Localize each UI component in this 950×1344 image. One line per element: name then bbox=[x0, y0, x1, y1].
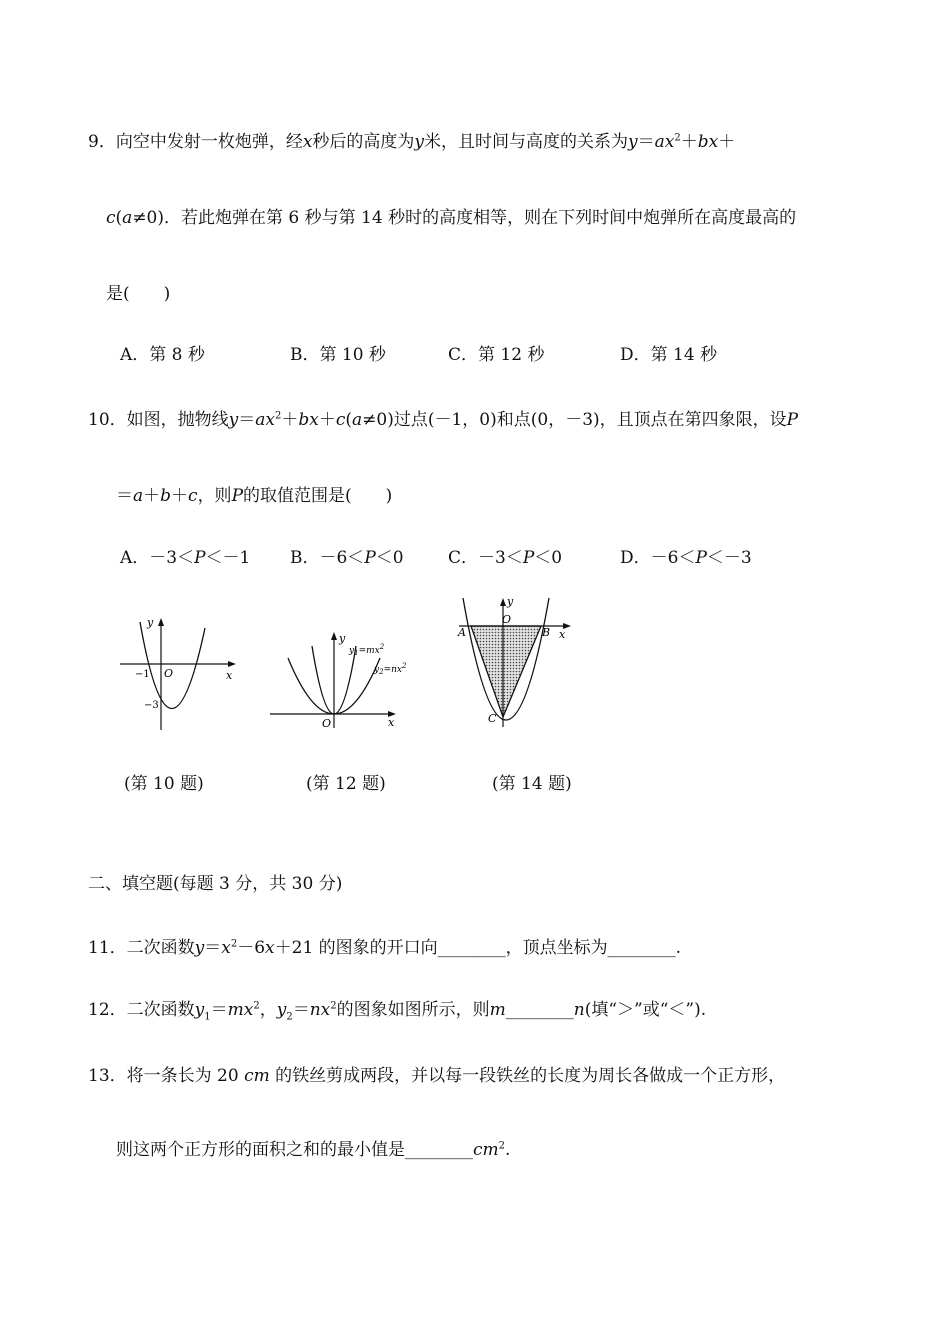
label-x: x bbox=[388, 716, 395, 729]
var-p: P bbox=[695, 548, 707, 568]
equals-sign: ＝ bbox=[204, 938, 222, 958]
unit-cm: cm bbox=[473, 1140, 499, 1160]
subscript: 2 bbox=[286, 1011, 293, 1023]
label-a: A bbox=[458, 626, 466, 639]
option-text: B．－6＜ bbox=[290, 548, 365, 568]
q13-text: 则这两个正方形的面积之和的最小值是________ bbox=[116, 1140, 473, 1160]
var-x: x bbox=[221, 938, 231, 958]
q10-option-a bbox=[120, 546, 250, 570]
plus-sign: ＋ bbox=[281, 410, 299, 430]
label-y: y bbox=[147, 616, 154, 629]
exponent: 2 bbox=[674, 132, 681, 144]
var-y: y bbox=[194, 1000, 205, 1020]
q10-text: 的取值范围是( ) bbox=[243, 486, 393, 506]
label-c: C bbox=[488, 712, 497, 725]
label-b: B bbox=[542, 626, 551, 639]
q12-number: 12． bbox=[88, 1000, 127, 1020]
var-n: n bbox=[573, 1000, 585, 1020]
unit-cm: cm bbox=[244, 1066, 270, 1086]
q10-text: ≠0)过点(－1，0)和点(0，－3)，且顶点在第四象限，设 bbox=[362, 410, 787, 430]
option-text: ＜－1 bbox=[205, 548, 251, 568]
q10-option-d bbox=[620, 546, 752, 570]
section-heading: 二、填空题(每题 3 分，共 30 分) bbox=[88, 874, 343, 894]
y1-exponent: 2 bbox=[379, 643, 385, 651]
q9-text: 米，且时间与高度的关系为 bbox=[424, 132, 629, 152]
label-origin: O bbox=[322, 717, 332, 730]
equals-sign: ＝ bbox=[637, 132, 655, 152]
q12-text: 的图象如图所示，则 bbox=[336, 1000, 490, 1020]
equals-sign: ＝ bbox=[116, 486, 133, 506]
exponent: 2 bbox=[498, 1140, 506, 1152]
triangle-abc bbox=[471, 626, 541, 717]
y2-letter: y bbox=[374, 665, 380, 675]
var-p: P bbox=[231, 486, 244, 506]
q12-text: (填“＞”或“＜”). bbox=[584, 1000, 707, 1020]
q12-line bbox=[88, 998, 706, 1022]
q11-text: 二次函数 bbox=[126, 938, 195, 958]
term-ax: ax bbox=[255, 410, 275, 430]
label-y: y bbox=[507, 595, 514, 608]
label-minus-1: −1 bbox=[135, 669, 150, 680]
label-origin: O bbox=[164, 667, 174, 680]
var-x: x bbox=[302, 132, 313, 152]
parabola bbox=[140, 622, 205, 709]
option-text: ＜－3 bbox=[706, 548, 752, 568]
y-axis-arrow bbox=[500, 598, 506, 606]
equals-sign: ＝ bbox=[238, 410, 256, 430]
x-axis-arrow bbox=[228, 661, 236, 667]
q9-text: 秒后的高度为 bbox=[312, 132, 415, 152]
option-text: ＜0 bbox=[375, 548, 404, 568]
y1-letter: y bbox=[349, 646, 355, 656]
q9-option-a: A．第 8 秒 bbox=[120, 345, 205, 365]
label-origin: O bbox=[502, 613, 512, 626]
q13-text: 的铁丝剪成两段，并以每一段铁丝的长度为周长各做成一个正方形， bbox=[269, 1066, 786, 1086]
q10-line1 bbox=[88, 408, 798, 432]
var-y: y bbox=[276, 1000, 287, 1020]
q13-number: 13． bbox=[88, 1066, 127, 1086]
label-y1-eq bbox=[348, 643, 385, 657]
y-axis-arrow bbox=[331, 632, 337, 640]
term-ax: ax bbox=[654, 132, 675, 152]
var-c: c bbox=[188, 486, 198, 506]
caption-figure-14: (第 14 题) bbox=[492, 774, 572, 794]
period: . bbox=[505, 1140, 511, 1160]
q13-text: 将一条长为 20 bbox=[126, 1066, 245, 1086]
label-minus-3: −3 bbox=[144, 700, 159, 711]
var-c: c bbox=[335, 410, 346, 430]
q11-number: 11． bbox=[88, 938, 127, 958]
equals-sign: ＝ bbox=[210, 1000, 228, 1020]
caption-figure-10: (第 10 题) bbox=[124, 774, 204, 794]
q9-line3: 是( ) bbox=[106, 284, 171, 304]
var-p: P bbox=[522, 548, 535, 568]
var-y: y bbox=[628, 132, 638, 152]
var-y: y bbox=[228, 410, 239, 430]
plus-sign: ＋ bbox=[171, 486, 189, 506]
option-text: ＜0 bbox=[534, 548, 563, 568]
y2-exponent: 2 bbox=[401, 662, 407, 670]
q10-text: 如图，抛物线 bbox=[126, 410, 229, 430]
q9-option-c: C．第 12 秒 bbox=[448, 345, 545, 365]
term-mx: mx bbox=[227, 1000, 254, 1020]
var-y: y bbox=[414, 132, 425, 152]
q10-option-b bbox=[290, 546, 404, 570]
figure-14 bbox=[455, 592, 585, 732]
q9-line1 bbox=[88, 130, 735, 154]
y1-rhs: =mx bbox=[358, 646, 380, 656]
q13-line2 bbox=[116, 1138, 510, 1162]
term-bx: bx bbox=[298, 410, 319, 430]
term-bx: bx bbox=[697, 132, 719, 152]
figure-10 bbox=[110, 610, 240, 735]
q11-text: ＋21 的图象的开口向________，顶点坐标为________. bbox=[274, 938, 682, 958]
q9-number: 9． bbox=[88, 132, 116, 152]
y2-subscript: 2 bbox=[379, 668, 384, 676]
comma: ， bbox=[259, 1000, 277, 1020]
q9-text: 向空中发射一枚炮弹，经 bbox=[115, 132, 303, 152]
y1-subscript: 1 bbox=[354, 649, 359, 657]
var-x: x bbox=[265, 938, 275, 958]
option-text: C．－3＜ bbox=[448, 548, 523, 568]
paren: ( bbox=[115, 208, 123, 228]
q9-text: ≠0)．若此炮弹在第 6 秒与第 14 秒时的高度相等，则在下列时间中炮弹所在高度最高的 bbox=[132, 208, 797, 228]
term-nx: nx bbox=[309, 1000, 331, 1020]
label-y: y bbox=[339, 632, 346, 645]
q10-line2 bbox=[116, 484, 392, 508]
figure-12 bbox=[268, 628, 407, 733]
q11-line bbox=[88, 936, 681, 960]
option-text: D．－6＜ bbox=[620, 548, 696, 568]
q10-number: 10． bbox=[88, 410, 127, 430]
equals-sign: ＝ bbox=[292, 1000, 310, 1020]
plus-sign: ＋ bbox=[318, 410, 336, 430]
exponent: 2 bbox=[253, 1000, 260, 1012]
var-c: c bbox=[106, 208, 116, 228]
answer-blank: ________ bbox=[505, 1000, 574, 1020]
q9-line2 bbox=[106, 206, 796, 230]
plus-sign: ＋ bbox=[680, 132, 698, 152]
label-x: x bbox=[559, 628, 566, 641]
label-y2-eq bbox=[373, 662, 407, 676]
y-axis-arrow bbox=[158, 618, 164, 626]
var-m: m bbox=[489, 1000, 506, 1020]
exponent: 2 bbox=[330, 1000, 337, 1012]
q9-option-d: D．第 14 秒 bbox=[620, 345, 718, 365]
paren: ( bbox=[345, 410, 353, 430]
var-a: a bbox=[122, 208, 133, 228]
exponent: 2 bbox=[274, 410, 282, 422]
exponent: 2 bbox=[230, 938, 238, 950]
var-p: P bbox=[194, 548, 206, 568]
q12-text: 二次函数 bbox=[126, 1000, 195, 1020]
var-b: b bbox=[160, 486, 172, 506]
plus-sign: ＋ bbox=[143, 486, 161, 506]
label-x: x bbox=[226, 669, 233, 682]
caption-figure-12: (第 12 题) bbox=[306, 774, 386, 794]
option-text: A．－3＜ bbox=[120, 548, 195, 568]
var-a: a bbox=[133, 486, 144, 506]
y2-rhs: =nx bbox=[383, 665, 402, 675]
q13-line1 bbox=[88, 1064, 785, 1088]
q10-option-c bbox=[448, 546, 562, 570]
q9-option-b: B．第 10 秒 bbox=[290, 345, 386, 365]
var-p: P bbox=[364, 548, 376, 568]
plus-sign: ＋ bbox=[718, 132, 736, 152]
var-a: a bbox=[352, 410, 363, 430]
q11-text: －6 bbox=[237, 938, 266, 958]
q10-text: ，则 bbox=[197, 486, 232, 506]
var-y: y bbox=[194, 938, 205, 958]
subscript: 1 bbox=[204, 1011, 211, 1023]
var-p: P bbox=[786, 410, 799, 430]
